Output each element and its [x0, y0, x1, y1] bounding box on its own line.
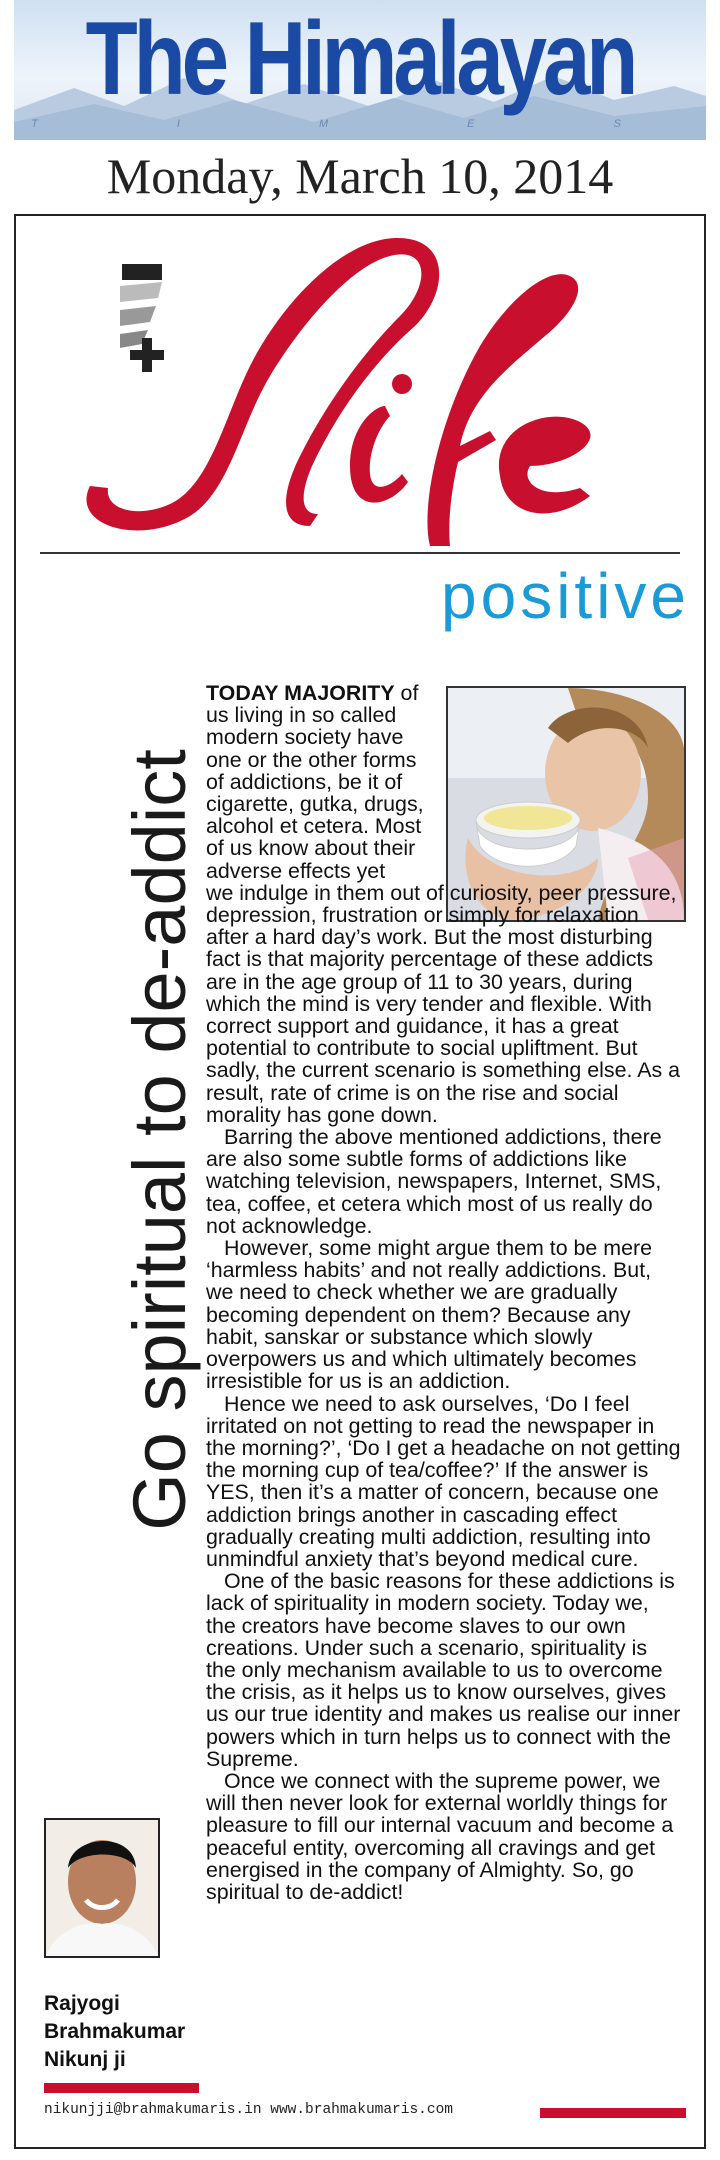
author-photo — [44, 1818, 160, 1958]
author-byline — [44, 1990, 214, 2074]
footer-contact: nikunjji@brahmakumaris.in www.brahmakumaris.com — [44, 2102, 453, 2118]
author-name: Nikunj ji — [44, 2048, 126, 2071]
masthead-title: The Himalayan — [85, 1, 635, 117]
paragraph-1-wide: we indulge in them out of curiosity, peer pressure, depression, frustration or simply for relaxation after a hard day’s work. But the most disturbing fact is that majority percentage of these addicts are in the age group of 11 to 30 years, during which the mind is very tender and flexible. With correct support and guidance, it has a great potential to contribute to social upliftment. But sadly, the current scenario is something else. As a result, rate of crime is on the rise and social morality has gone down. — [206, 880, 680, 1127]
article-lead: TODAY MAJORITY — [206, 681, 395, 705]
author-title: Rajyogi — [44, 1992, 120, 2015]
paragraph-3: However, some might argue them to be mere ‘harmless habits’ and not really addictions. But, we need to check whether we are gradually becoming dependent on them? Because any habit, sanskar or substance which slowly overpowers us and which ultimately becomes irresistible for us is an addiction. — [206, 1236, 653, 1394]
article-headline: Go spiritual to de-addict — [118, 749, 201, 1531]
section-divider — [40, 552, 680, 554]
accent-bar-left — [44, 2083, 199, 2093]
life-script — [86, 238, 590, 546]
dateline: Monday, March 10, 2014 — [106, 148, 614, 204]
accent-bar-right — [540, 2108, 686, 2118]
paragraph-1-narrow — [206, 682, 438, 882]
author-portrait-image — [46, 1820, 158, 1956]
masthead-subtitle: T I M E S — [31, 118, 689, 130]
plus-minus-icon — [120, 264, 164, 372]
paragraph-4: Hence we need to ask ourselves, ‘Do I feel irritated on not getting to read the newspaper in the morning?’, ‘Do I get a headache on not getting the morning cup of tea/coffee?’ If the answer is YES, then it’s a matter of concern, because one addiction brings another in cascading effect gradually creating multi addiction, resulting into unmindful anxiety that’s beyond medical cure. — [206, 1391, 681, 1571]
section-tagline: positive — [441, 560, 690, 632]
life-logo — [50, 226, 690, 556]
author-order: Brahmakumar — [44, 2020, 186, 2043]
masthead — [14, 0, 706, 140]
paragraph-5: One of the basic reasons for these addictions is lack of spirituality in modern society. Today we, the creators have become slaves to our own creations. Under such a scenario, spirituality is the only mechanism available to us to overcome the crisis, as it helps us to know ourselves, gives us our true identity and makes us realise our inner powers which in turn helps us to connect with the Supreme. — [206, 1569, 681, 1771]
article-body — [206, 682, 681, 1903]
paragraph-1-narrow-text: of us living in so called modern society have one or the other forms of addictions, be it of cigarette, gutka, drugs, alcohol et cetera. Most of us know about their adverse effects yet — [206, 681, 424, 883]
paragraph-6: Once we connect with the supreme power, we will then never look for external worldly things for pleasure to fill our internal vacuum and become a peaceful entity, overcoming all cravings and get energised in the company of Almighty. So, go spiritual to de-addict! — [206, 1768, 674, 1904]
paragraph-2: Barring the above mentioned addictions, there are also some subtle forms of addictions like watching television, newspapers, Internet, SMS, tea, coffee, et cetera which most of us really do not acknowledge. — [206, 1125, 662, 1238]
